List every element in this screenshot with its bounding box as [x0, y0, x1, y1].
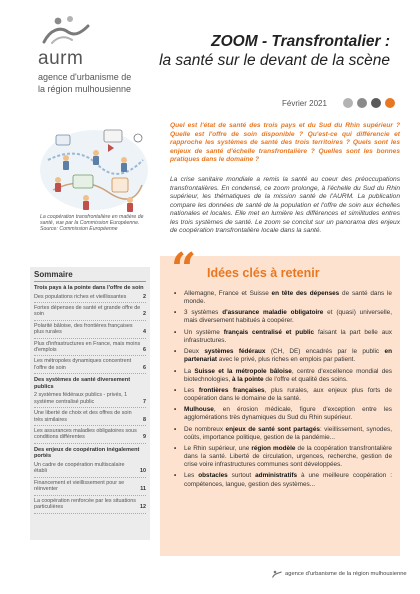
- toc-item-label: Les assurances maladies obligatoires sous conditions différentes: [34, 428, 137, 441]
- toc-item-label: Polarité bâloise, des frontières françaises plus rurales: [34, 322, 133, 336]
- toc-item-label: 2 systèmes fédéraux publics - privés, 1 système centralisé public: [34, 392, 128, 405]
- toc-item[interactable]: [34, 428, 146, 444]
- toc-item[interactable]: [34, 462, 146, 478]
- toc-item[interactable]: [34, 323, 146, 339]
- title-line1: ZOOM - Transfrontalier :: [211, 33, 390, 50]
- toc-item-label: Fortes dépenses de santé et grande offre de soin: [34, 305, 141, 318]
- key-idea-item: • Deux systèmes fédéraux (CH, DE) encadrés par le public en partenariat avec le privé, plus riches en emplois par patient.: [174, 348, 392, 364]
- key-idea-item: • Allemagne, France et Suisse en tête des dépenses de santé dans le monde.: [174, 290, 392, 306]
- logo-subtitle-line2: la région mulhousienne: [38, 84, 132, 94]
- toc-item[interactable]: [34, 294, 146, 303]
- logo-name: aurm: [38, 48, 84, 69]
- toc-item[interactable]: [34, 498, 146, 514]
- logo-figure-icon: [38, 16, 98, 44]
- toc-section-heading: Des enjeux de coopération inégalement portés: [34, 446, 140, 460]
- toc-item-page: 9: [143, 434, 146, 441]
- toc-item[interactable]: [34, 410, 146, 426]
- key-idea-item: • Mulhouse, en érosion médicale, figure d'exception entre les agglomérations très dynamiques du Sud du Rhin supérieur.: [174, 406, 392, 422]
- toc-item-page: 6: [143, 347, 146, 354]
- toc-section-heading: Trois pays à la pointe dans l'offre de soin: [34, 285, 144, 291]
- toc-item-label: Plus d'infrastructures en France, mais moins d'emplois: [34, 340, 141, 354]
- key-idea-item: • Les frontières françaises, plus rurales, aux enjeux plus forts de coopération dans le domaine de la santé.: [174, 387, 392, 403]
- series-dot-active: [385, 98, 395, 108]
- logo-mark: [38, 16, 158, 42]
- key-ideas-title: Idées clés à retenir: [207, 266, 320, 280]
- title-line2: la santé sur le devant de la scène: [159, 52, 390, 69]
- toc-item-label: Des populations riches et vieillissantes: [34, 293, 127, 300]
- key-idea-item: • 3 systèmes d'assurance maladie obligatoire et (quasi) universelle, mais diversement habitués à coopérer.: [174, 309, 392, 325]
- toc-item-page: 4: [143, 329, 146, 336]
- key-idea-item: • Les obstacles surtout administratifs à une meilleure coopération : compétences, langue, gestion des systèmes...: [174, 472, 392, 488]
- toc-section-heading: Des systèmes de santé diversement publics: [34, 377, 131, 390]
- toc-item-page: 11: [140, 486, 146, 493]
- toc-item-page: 8: [143, 416, 146, 423]
- page-title: [159, 33, 390, 70]
- toc-item[interactable]: [34, 358, 146, 374]
- toc-body: [34, 285, 146, 514]
- toc-item-page: 2: [143, 311, 146, 318]
- key-idea-item: • Un système français centralisé et public faisant la part belle aux infrastructures.: [174, 329, 392, 345]
- key-idea-item: • Le Rhin supérieur, une région modèle de la coopération transfrontalière dans la santé. Liberté de circulation, urgences, recherche, gestion de crise voire infrastructures communes sont développées.: [174, 445, 392, 469]
- toc-item-label: La coopération renforcée par les situations particulières: [34, 497, 136, 511]
- toc-item-page: 7: [143, 398, 146, 405]
- series-dot: [371, 98, 381, 108]
- footer-logo-icon: [272, 570, 282, 578]
- toc-item-label: Une liberté de choix et des offres de soin très similaires: [34, 410, 132, 423]
- aurm-logo: [38, 16, 158, 94]
- intro-questions: Quel est l'état de santé des trois pays et du Sud du Rhin supérieur ? Quelle est l'offre de soin disponible ? Qu'est-ce qui différencie et rapproche les systèmes de santé des trois territoires ? Quels sont les enjeux de santé d'échelle transfrontalière ? Quelles sont les bonnes pratiques dans le domaine ?: [170, 122, 400, 163]
- toc-title: Sommaire: [34, 270, 146, 282]
- illustration-caption: La coopération transfrontalière en matière de santé, vue par la Commission Européenne. Source: Commission Européenne: [40, 214, 144, 233]
- footer-text: agence d'urbanisme de la région mulhousienne: [285, 571, 407, 577]
- toc-item-page: 10: [140, 468, 146, 475]
- publication-date: Février 2021: [282, 99, 327, 108]
- key-idea-item: • La Suisse et la métropole bâloise, centre d'excellence mondial des biotechnologies, à la pointe de l'offre et qualité des soins.: [174, 368, 392, 384]
- toc-item-page: 12: [140, 504, 146, 511]
- series-dot: [343, 98, 353, 108]
- toc-item-label: Un cadre de coopération multiscalaire établi: [34, 462, 125, 475]
- quote-icon: “: [171, 244, 197, 295]
- toc-item-label: Les métropoles dynamiques concentrent l'offre de soin: [34, 358, 132, 371]
- toc-item[interactable]: [34, 341, 146, 357]
- key-ideas-list: [174, 290, 392, 492]
- table-of-contents: [30, 267, 150, 540]
- series-dot: [357, 98, 367, 108]
- footer: [272, 570, 407, 578]
- toc-item-page: 2: [143, 293, 146, 300]
- toc-item[interactable]: [34, 392, 146, 408]
- intro-paragraph: La crise sanitaire mondiale a remis la santé au coeur des préoccupations transfrontalières. En condensé, ce zoom prolonge, à l'échelle du Sud du Rhin supérieur, les thématiques de la mission santé de l'AURM. La publication compare les données de santé de la population et l'offre de soin aux échelles nationales et locales. Elle met en lumière les différences et similitudes entres les trois systèmes de santé. Le zoom se conclut sur un panorama des enjeux de coopération transfrontalière locale dans la santé.: [170, 176, 400, 234]
- series-dots: [343, 98, 395, 108]
- logo-subtitle-line1: agence d'urbanisme de: [38, 72, 132, 82]
- toc-item-label: Financement et vieillissement pour se réinventer: [34, 479, 125, 493]
- cooperation-illustration: [38, 120, 150, 215]
- key-idea-item: • De nombreux enjeux de santé sont partagés: vieillissement, synodes, coûts, importance politique, gestion de la pandémie...: [174, 426, 392, 442]
- toc-item[interactable]: [34, 305, 146, 321]
- toc-item[interactable]: [34, 480, 146, 496]
- toc-item-page: 6: [143, 364, 146, 371]
